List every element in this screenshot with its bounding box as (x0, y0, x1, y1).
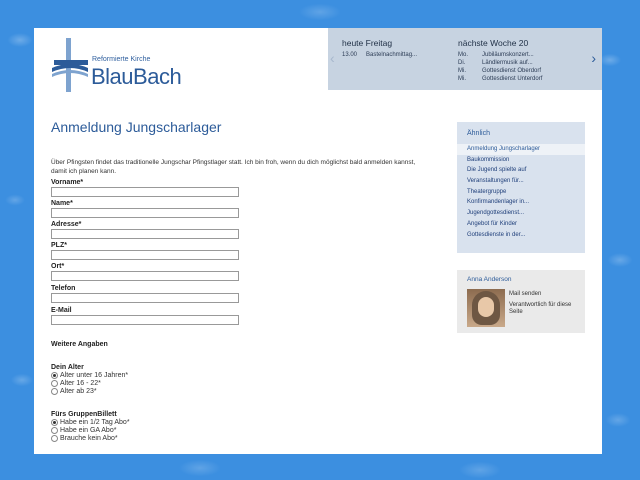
name-field (51, 200, 239, 218)
events-next-title: nächste Woche 20 (458, 38, 529, 48)
event-item[interactable]: Mi. Gottesdienst Unterdorf (458, 76, 543, 82)
address-input[interactable] (51, 229, 239, 239)
age-option-under-16[interactable]: Alter unter 16 Jahren* (51, 372, 128, 379)
city-label: Ort* (51, 263, 65, 270)
phone-field (51, 285, 239, 303)
events-panel (328, 28, 602, 90)
contact-name: Anna Anderson (467, 276, 512, 283)
logo-title: BlauBach (91, 64, 182, 89)
radio-icon[interactable] (51, 435, 58, 442)
age-option-16-22[interactable]: Alter 16 - 22* (51, 380, 101, 387)
city-field (51, 263, 239, 281)
city-input[interactable] (51, 271, 239, 281)
phone-input[interactable] (51, 293, 239, 303)
firstname-input[interactable] (51, 187, 239, 197)
ticket-option-none[interactable]: Brauche kein Abo* (51, 435, 118, 442)
radio-icon[interactable] (51, 427, 58, 434)
next-arrow-icon[interactable]: › (591, 50, 596, 66)
related-panel (457, 122, 585, 253)
radio-icon[interactable] (51, 380, 58, 387)
zip-field (51, 242, 239, 260)
related-item[interactable]: Die Jugend spielte auf (467, 167, 527, 174)
page-title: Anmeldung Jungscharlager (51, 119, 222, 135)
email-input[interactable] (51, 315, 239, 325)
intro-text: Über Pfingsten findet das traditionelle Jungschar Pfingstlager statt. Ich bin froh, wenn du dich möglichst bald anmelden kannst, damit ich planen kann. (51, 159, 416, 175)
zip-label: PLZ* (51, 242, 67, 249)
event-item[interactable]: 13.00 Bastelnachmittag... (342, 52, 418, 58)
related-title: Ähnlich (467, 130, 490, 137)
related-item[interactable]: Konfirmandenlager in... (467, 199, 530, 206)
event-item[interactable]: Mo. Jubiläumskonzert... (458, 52, 534, 58)
address-field (51, 221, 239, 239)
page (34, 28, 602, 454)
related-item[interactable]: Angebot für Kinder (467, 220, 518, 227)
name-label: Name* (51, 200, 73, 207)
contact-panel (457, 270, 585, 333)
radio-selected-icon[interactable] (51, 419, 58, 426)
age-heading: Dein Alter (51, 364, 84, 371)
ticket-option-ga[interactable]: Habe ein GA Abo* (51, 427, 116, 434)
related-item[interactable]: Baukommission (467, 156, 510, 163)
related-item[interactable]: Veranstaltungen für... (467, 178, 524, 185)
contact-responsibility: Verantwortlich für diese Seite (509, 302, 572, 315)
related-item[interactable]: Jugendgottesdienst... (467, 210, 525, 217)
firstname-field (51, 179, 239, 197)
prev-arrow-icon[interactable]: ‹ (330, 50, 335, 66)
logo-subtitle: Reformierte Kirche (92, 56, 151, 63)
radio-icon[interactable] (51, 388, 58, 395)
zip-input[interactable] (51, 250, 239, 260)
contact-photo (467, 289, 505, 327)
phone-label: Telefon (51, 285, 76, 292)
cross-logo-icon (52, 38, 88, 92)
related-item[interactable]: Gottesdienste in der... (467, 231, 526, 238)
related-item-active[interactable]: Anmeldung Jungscharlager (457, 144, 585, 155)
firstname-label: Vorname* (51, 179, 84, 186)
name-input[interactable] (51, 208, 239, 218)
email-label: E-Mail (51, 307, 72, 314)
address-label: Adresse* (51, 221, 82, 228)
radio-selected-icon[interactable] (51, 372, 58, 379)
related-item[interactable]: Theatergruppe (467, 188, 507, 195)
ticket-heading: Fürs GruppenBillett (51, 411, 117, 418)
logo[interactable] (52, 38, 202, 94)
more-info-heading: Weitere Angaben (51, 341, 108, 348)
age-option-23-plus[interactable]: Alter ab 23* (51, 388, 97, 395)
event-item[interactable]: Di. Ländlermusik auf... (458, 60, 533, 66)
events-today (342, 38, 442, 59)
email-field (51, 307, 239, 325)
events-next (458, 38, 578, 83)
send-mail-link[interactable]: Mail senden (509, 291, 542, 297)
events-today-title: heute Freitag (342, 38, 393, 48)
ticket-option-half-fare[interactable]: Habe ein 1/2 Tag Abo* (51, 419, 130, 426)
event-item[interactable]: Mi. Gottesdienst Oberdorf (458, 68, 542, 74)
